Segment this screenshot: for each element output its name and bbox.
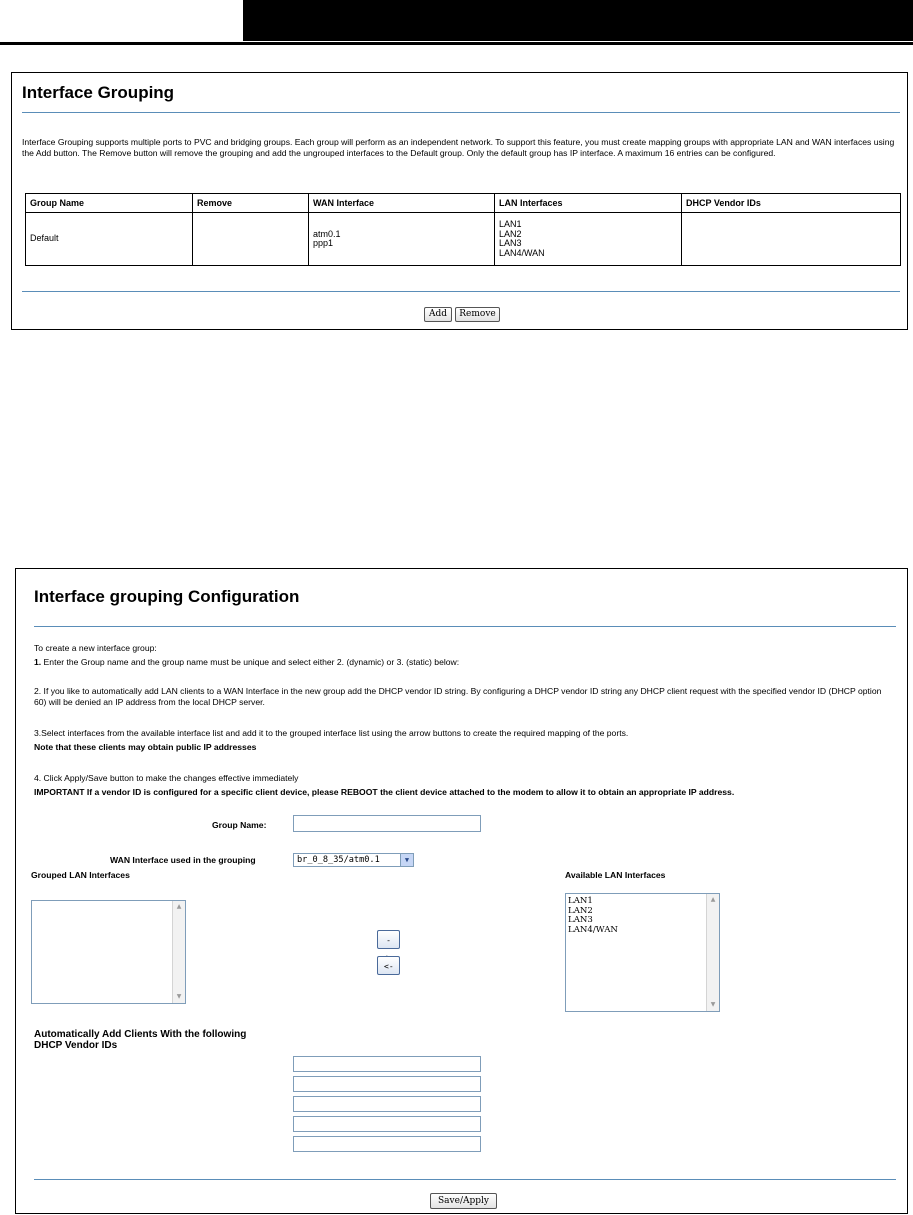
move-left-button[interactable]: <- — [377, 956, 400, 975]
config-title-divider — [34, 626, 896, 627]
note-text: Note that these clients may obtain public IP addresses — [34, 742, 257, 752]
vendor-id-input-4[interactable] — [293, 1116, 481, 1132]
chevron-down-icon[interactable]: ▼ — [400, 854, 413, 866]
scroll-down-icon[interactable]: ▼ — [710, 1001, 716, 1008]
table-row — [26, 213, 901, 266]
header-bar — [243, 0, 913, 41]
title-divider — [22, 112, 900, 113]
step3-text: 3.Select interfaces from the available interface list and add it to the grouped interface list using the arrow buttons to create the required mapping of the ports. — [34, 728, 629, 738]
col-dhcp-vendor-ids: DHCP Vendor IDs — [682, 194, 901, 213]
page-title: Interface Grouping — [22, 83, 175, 102]
wan-item: atm0.1 — [313, 228, 341, 239]
wan-interface-select[interactable] — [293, 853, 414, 867]
add-button[interactable]: Add — [424, 307, 452, 322]
interface-grouping-config-panel — [15, 568, 908, 1214]
step1-number: 1. — [34, 657, 42, 667]
important-text: IMPORTANT If a vendor ID is configured for a specific client device, please REBOOT the client device attached to the modem to allow it to obtain an appropriate IP address. — [34, 787, 735, 797]
col-wan-interface: WAN Interface — [309, 194, 495, 213]
group-name-input[interactable] — [293, 815, 481, 832]
list-item[interactable]: LAN2 — [568, 905, 593, 916]
vendor-id-input-5[interactable] — [293, 1136, 481, 1152]
scroll-up-icon[interactable]: ▲ — [176, 903, 182, 910]
cell-wan — [309, 213, 495, 266]
table-header-row — [26, 194, 901, 213]
vendor-id-input-3[interactable] — [293, 1096, 481, 1112]
col-group-name: Group Name — [26, 194, 193, 213]
available-scrollbar[interactable] — [706, 894, 719, 1011]
step1-text: 1. Enter the Group name and the group name must be unique and select either 2. (dynamic) or 3. (static) below: — [34, 657, 460, 667]
cell-group-name: Default — [26, 213, 193, 266]
remove-button[interactable]: Remove — [455, 307, 500, 322]
available-lan-label: Available LAN Interfaces — [565, 870, 666, 880]
header-divider — [0, 42, 913, 45]
grouped-lan-listbox[interactable] — [31, 900, 186, 1004]
vendor-ids-label: Automatically Add Clients With the following DHCP Vendor IDs — [34, 1029, 247, 1051]
list-item[interactable]: LAN1 — [568, 896, 593, 906]
lan-item: LAN3 — [499, 238, 522, 248]
cell-dhcp — [682, 213, 901, 266]
available-lan-listbox[interactable] — [565, 893, 720, 1012]
cell-remove — [193, 213, 309, 266]
description-text: Interface Grouping supports multiple ports to PVC and bridging groups. Each group will perform as an independent network. To support this feature, you must create mapping groups with appropriate LAN and WAN interfaces using the Add button. The Remove button will remove the grouping and add the ungrouped interfaces to the Default group. Only the default group has IP interface. A maximum 16 entries can be configured. — [22, 137, 895, 158]
intro-text: To create a new interface group: — [34, 643, 157, 653]
scroll-down-icon[interactable]: ▼ — [176, 993, 182, 1000]
move-right-button[interactable]: - — [377, 930, 400, 949]
lan-item: LAN1 — [499, 219, 522, 229]
lan-item: LAN2 — [499, 228, 522, 239]
config-title: Interface grouping Configuration — [34, 587, 300, 606]
vendor-id-input-2[interactable] — [293, 1076, 481, 1092]
group-name-label: Group Name: — [212, 820, 267, 830]
col-lan-interfaces: LAN Interfaces — [495, 194, 682, 213]
available-options — [566, 894, 719, 935]
config-bottom-divider — [34, 1179, 896, 1180]
group-table — [25, 193, 901, 266]
grouped-lan-label: Grouped LAN Interfaces — [31, 870, 130, 880]
save-apply-button[interactable]: Save/Apply — [430, 1193, 497, 1209]
scroll-up-icon[interactable]: ▲ — [710, 896, 716, 903]
lan-item: LAN4/WAN — [499, 247, 545, 258]
list-item[interactable]: LAN4/WAN — [568, 924, 618, 935]
list-item[interactable]: LAN3 — [568, 915, 593, 925]
col-remove: Remove — [193, 194, 309, 213]
wan-item: ppp1 — [313, 238, 334, 248]
wan-interface-label: WAN Interface used in the grouping — [110, 855, 256, 865]
interface-grouping-panel — [11, 72, 908, 330]
step4-text: 4. Click Apply/Save button to make the changes effective immediately — [34, 773, 299, 783]
cell-lan — [495, 213, 682, 266]
grouped-scrollbar[interactable] — [172, 901, 185, 1003]
vendor-id-input-1[interactable] — [293, 1056, 481, 1072]
wan-selected-value: br_0_8_35/atm0.1 — [297, 855, 380, 865]
bottom-divider — [22, 291, 900, 292]
step2-text: 2. If you like to automatically add LAN clients to a WAN Interface in the new group add the DHCP vendor ID string. By configuring a DHCP vendor ID string any DHCP client request with the specified vendor ID (DHCP option 60) will be denied an IP address from the local DHCP server. — [34, 686, 882, 707]
